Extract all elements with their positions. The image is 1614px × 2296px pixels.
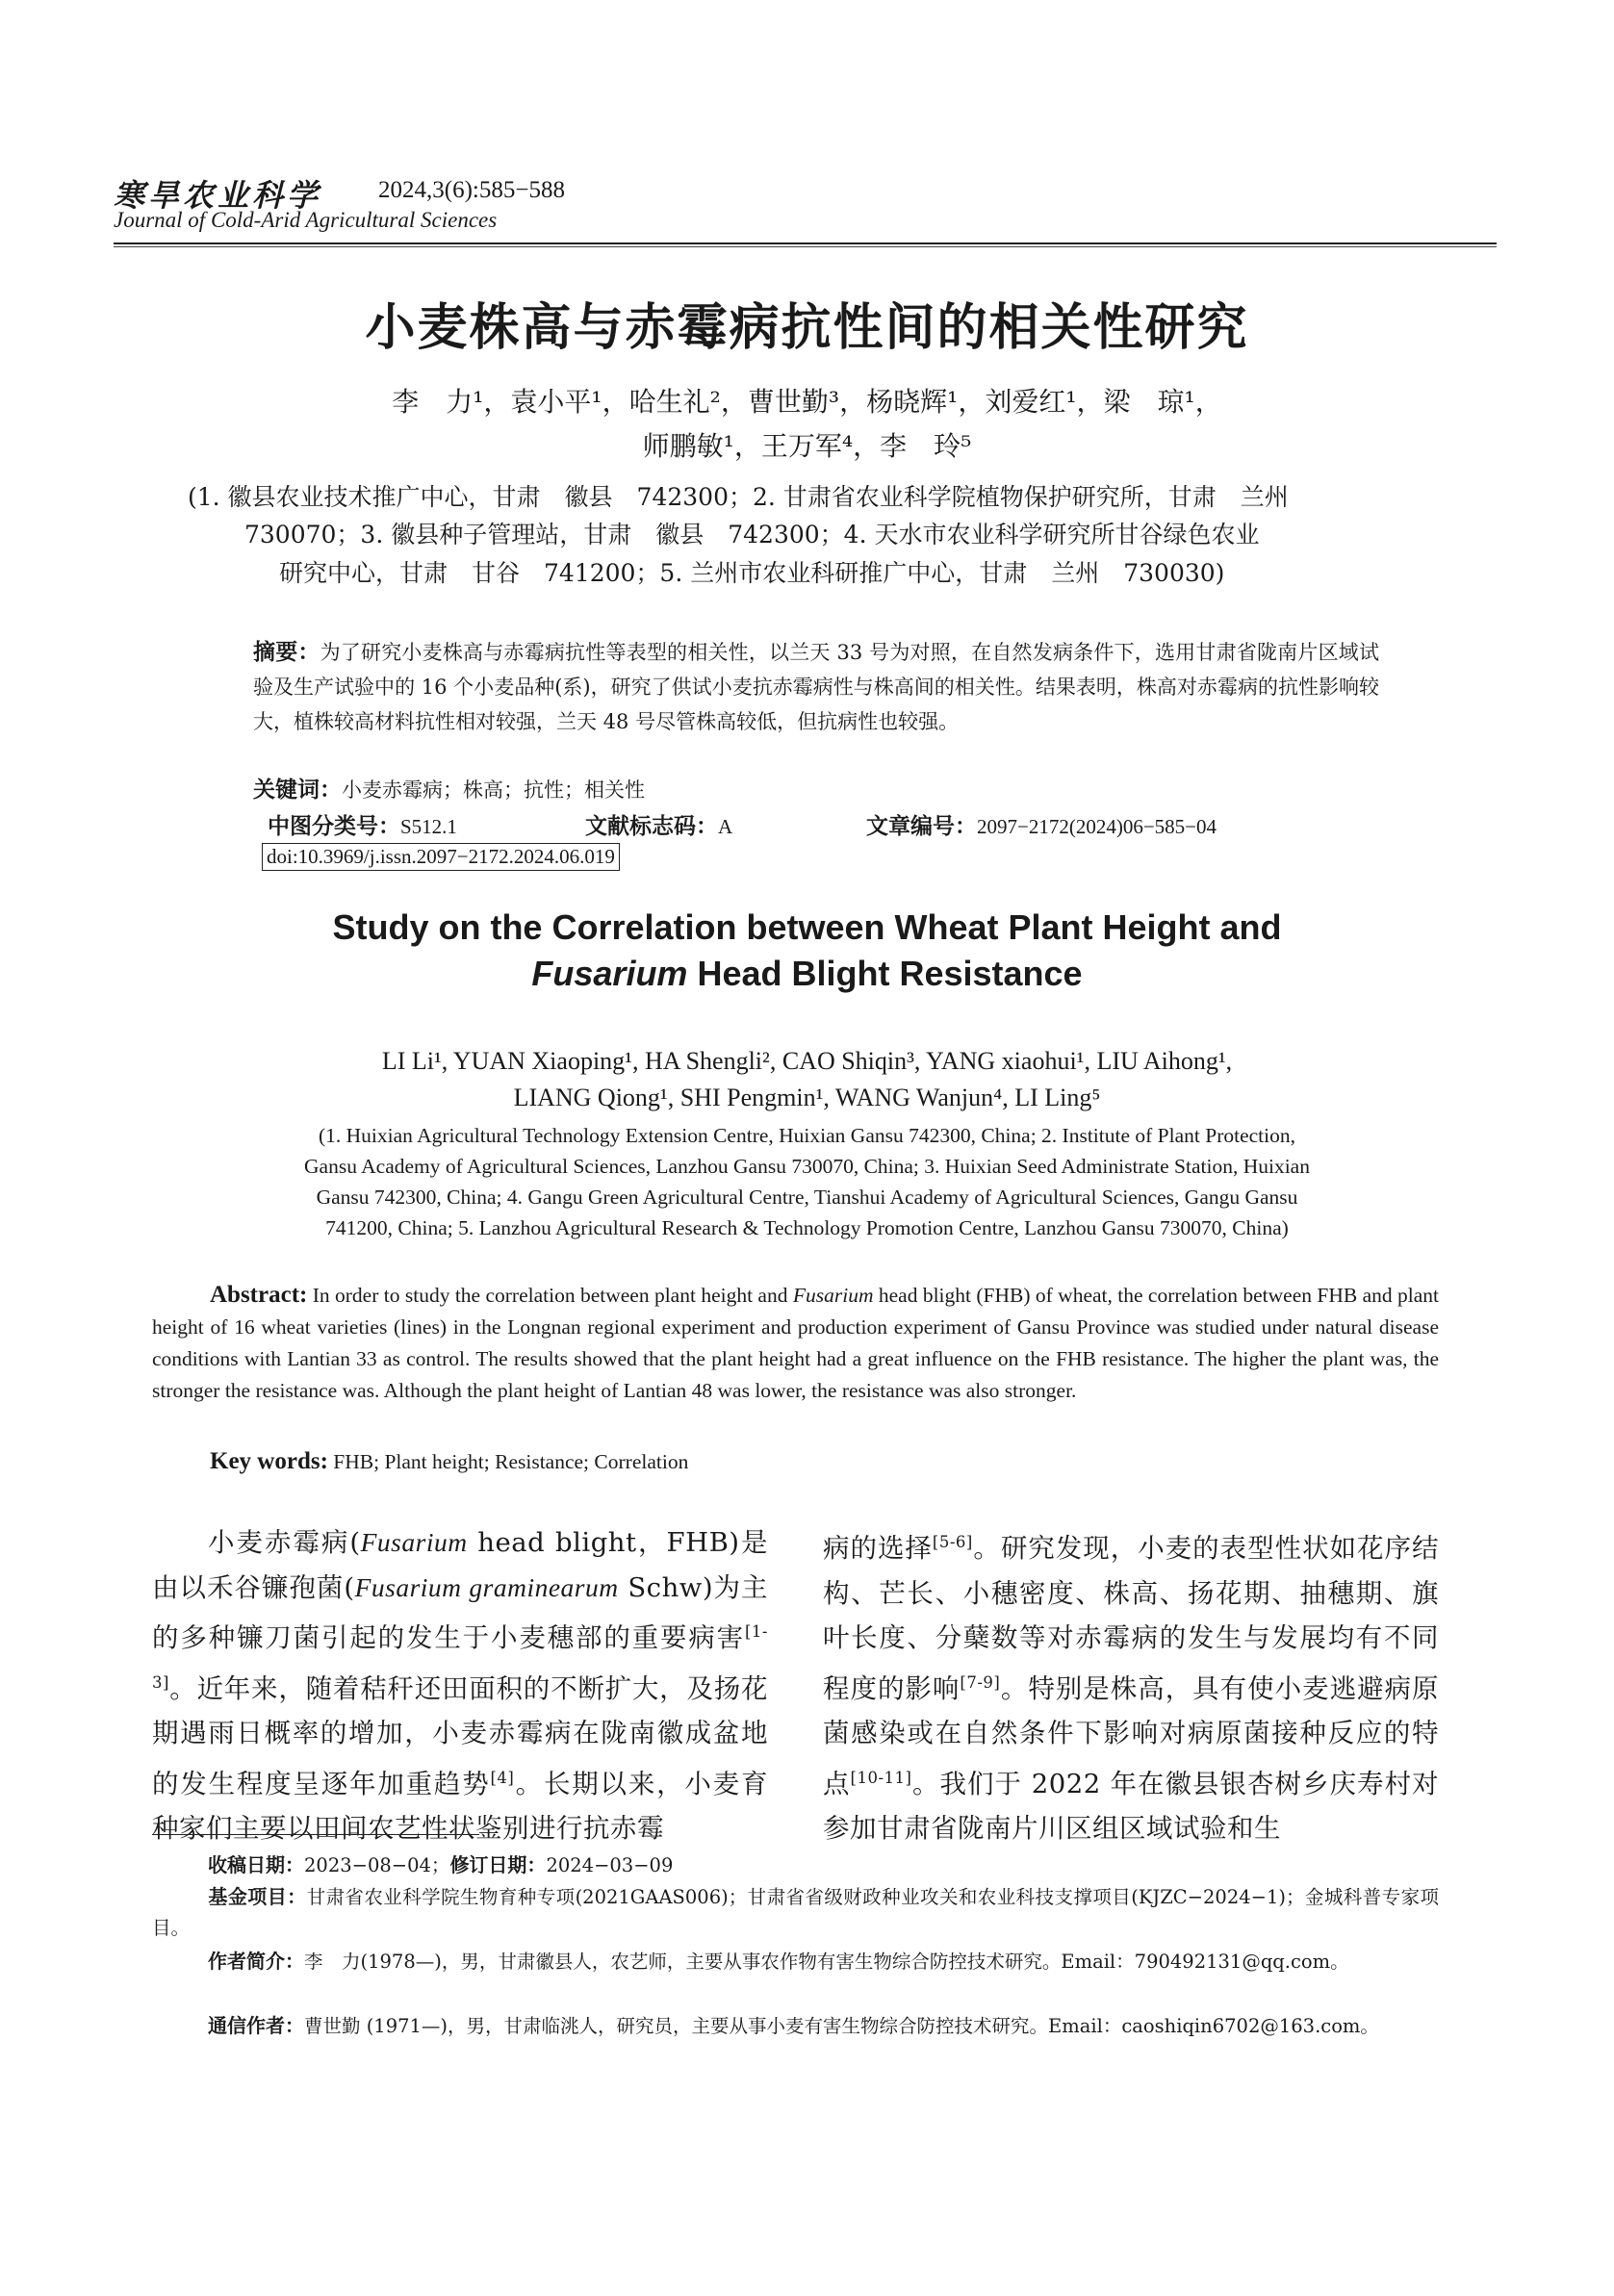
- article-number-value: 2097−2172(2024)06−585−04: [977, 815, 1217, 838]
- body-left-text: head blight，FHB)是由以禾谷镰孢菌(: [152, 1527, 768, 1603]
- clc-label: 中图分类号：: [268, 814, 400, 839]
- body-right-text: 病的选择: [823, 1533, 933, 1565]
- article-number: [866, 808, 1217, 840]
- journal-name-cn: 寒旱农业科学: [114, 177, 322, 214]
- affiliation-en: [0, 1120, 1614, 1243]
- affiliation-en-line2: Gansu Academy of Agricultural Sciences, Lanzhou Gansu 730070, China; 3. Huixian Seed Administrate Station, Huixian: [304, 1155, 1310, 1178]
- fund-text: 甘肃省农业科学院生物育种专项(2021GAAS006)；甘肃省省级财政种业攻关和农业科技支撑项目(KJZC−2024−1)；金城科普专家项目。: [152, 1886, 1439, 1939]
- affiliation-en-line1: (1. Huixian Agricultural Technology Extension Centre, Huixian Gansu 742300, China; 2. Institute of Plant Protection,: [318, 1124, 1295, 1147]
- authors-en: [0, 1043, 1614, 1116]
- authors-en-line2: LIANG Qiong¹, SHI Pengmin¹, WANG Wanjun⁴, LI Ling⁵: [513, 1084, 1101, 1111]
- document-code-value: A: [718, 815, 733, 838]
- keywords-cn: [253, 772, 645, 804]
- paper-title-en: [0, 905, 1614, 997]
- body-right-text: 。特别是株高，具有使小麦逃避病原菌感染或在自然条件下影响对病原菌接种反应的特点: [823, 1672, 1440, 1799]
- header-rule-thin: [114, 246, 1497, 247]
- abstract-cn: [253, 635, 1379, 739]
- authors-en-line1: LI Li¹, YUAN Xiaoping¹, HA Shengli², CAO Shiqin³, YANG xiaohui¹, LIU Aihong¹,: [381, 1047, 1233, 1075]
- keywords-cn-text: 小麦赤霉病；株高；抗性；相关性: [342, 778, 645, 802]
- affiliation-en-line3: Gansu 742300, China; 4. Gangu Green Agricultural Centre, Tianshui Academy of Agricultural Sciences, Gangu Gansu: [316, 1186, 1298, 1209]
- revised-date: 2024−03−09: [546, 1854, 674, 1876]
- authors-cn-line1: 李 力¹，袁小平¹，哈生礼²，曹世勤³，杨晓辉¹，刘爱红¹，梁 琼¹，: [392, 386, 1222, 418]
- footnote-corresponding: [152, 2010, 1439, 2042]
- citation-ref[interactable]: [10-11]: [850, 1768, 912, 1787]
- doi-link[interactable]: doi:10.3969/j.issn.2097−2172.2024.06.019: [262, 843, 620, 871]
- revised-label: 修订日期：: [449, 1853, 547, 1876]
- corresponding-text: 曹世勤 (1971—)，男，甘肃临洮人，研究员，主要从事小麦有害生物综合防控技术研究。Email：caoshiqin6702@163.com。: [304, 2015, 1379, 2037]
- paper-title-en-line2: [0, 951, 1614, 997]
- body-left-text: 小麦赤霉病(: [208, 1527, 361, 1558]
- document-code-label: 文献标志码：: [585, 814, 718, 839]
- citation-ref[interactable]: [4]: [490, 1768, 515, 1787]
- paper-title-en-line1: Study on the Correlation between Wheat Plant Height and: [332, 907, 1282, 947]
- body-column-left: [152, 1520, 768, 1851]
- citation-ref[interactable]: [7-9]: [960, 1672, 1001, 1692]
- affiliation-en-line4: 741200, China; 5. Lanzhou Agricultural Research & Technology Promotion Centre, Lanzhou Gansu 730070, China): [325, 1216, 1289, 1239]
- abstract-en-text1: In order to study the correlation between plant height and: [307, 1284, 793, 1307]
- paper-title-cn: 小麦株高与赤霉病抗性间的相关性研究: [365, 299, 1249, 357]
- body-column-right: [823, 1520, 1439, 1851]
- keywords-en-text: FHB; Plant height; Resistance; Correlation: [327, 1450, 689, 1473]
- body-left-italic: Fusarium graminearum: [354, 1571, 619, 1602]
- clc-number: [268, 808, 457, 840]
- abstract-en-text2: head blight (FHB) of wheat, the correlation between FHB and plant height of 16 wheat varieties (lines) in the Longnan regional experiment and production experiment of Gansu Province was studied under natural disease conditions with Lantian 33 as control. The results showed that the plant height had a great influence on the FHB resistance. The higher the plant was, the stronger the resistance was. Although the plant height of Lantian 48 was lower, the resistance was also stronger.: [152, 1284, 1439, 1402]
- title-en-italic: Fusarium: [531, 954, 688, 993]
- received-date: 2023−08−04；: [304, 1854, 450, 1876]
- body-right-text: 。研究发现，小麦的表型性状如花序结构、芒长、小穗密度、株高、扬花期、抽穗期、旗叶长度、分蘖数等对赤霉病的发生与发展均有不同程度的影响: [823, 1533, 1440, 1704]
- footnote-author: [152, 1946, 1439, 1977]
- affiliation-cn-line2: 730070；3. 徽县种子管理站，甘肃 徽县 742300；4. 天水市农业科学研究所甘谷绿色农业: [244, 521, 1260, 548]
- abstract-en-label: Abstract:: [210, 1282, 308, 1308]
- keywords-en-label: Key words:: [210, 1448, 328, 1474]
- document-code: [585, 808, 732, 840]
- received-label: 收稿日期：: [208, 1853, 304, 1876]
- article-number-label: 文章编号：: [866, 814, 977, 839]
- footnote-fund: [152, 1881, 1439, 1944]
- affiliation-cn-line3: 研究中心，甘肃 甘谷 741200；5. 兰州市农业科研推广中心，甘肃 兰州 730030): [279, 559, 1225, 587]
- abstract-en: [152, 1279, 1439, 1407]
- author-bio-text: 李 力(1978—)，男，甘肃徽县人，农艺师，主要从事农作物有害生物综合防控技术研究。Email：790492131@qq.com。: [304, 1951, 1349, 1973]
- title-en-rest: Head Blight Resistance: [687, 954, 1083, 993]
- keywords-cn-label: 关键词：: [253, 778, 342, 803]
- corresponding-label: 通信作者：: [208, 2014, 304, 2037]
- citation-ref[interactable]: [5-6]: [932, 1533, 973, 1551]
- abstract-en-italic: Fusarium: [792, 1284, 874, 1307]
- header-rule: [114, 242, 1497, 244]
- body-left-italic: Fusarium: [360, 1527, 468, 1557]
- keywords-en: [210, 1448, 688, 1475]
- body-left-text: 。长期以来，小麦育种家们主要以田间农艺性状鉴别进行抗赤霉: [152, 1768, 768, 1845]
- authors-cn-line2: 师鹏敏¹，王万军⁴，李 玲⁵: [642, 430, 972, 462]
- body-right-text: 。我们于 2022 年在徽县银杏树乡庆寿村对参加甘肃省陇南片川区组区域试验和生: [823, 1768, 1440, 1845]
- fund-label: 基金项目：: [208, 1885, 307, 1908]
- body-left-text: 。近年来，随着秸秆还田面积的不断扩大，及扬花期遇雨日概率的增加，小麦赤霉病在陇南徽成盆地的发生程度呈逐年加重趋势: [152, 1672, 768, 1799]
- affiliation-cn-line1: (1. 徽县农业技术推广中心，甘肃 徽县 742300；2. 甘肃省农业科学院植物保护研究所，甘肃 兰州: [188, 483, 1289, 511]
- journal-issue: 2024,3(6):585−588: [378, 177, 565, 203]
- clc-value: S512.1: [400, 815, 457, 838]
- body-left-text: Schw)为主的多种镰刀菌引起的发生于小麦穗部的重要病害: [152, 1571, 769, 1654]
- footnote-dates: [152, 1850, 1439, 1881]
- journal-name-en: Journal of Cold-Arid Agricultural Sciences: [114, 208, 498, 232]
- abstract-cn-label: 摘要：: [253, 640, 320, 665]
- abstract-cn-text: 为了研究小麦株高与赤霉病抗性等表型的相关性，以兰天 33 号为对照，在自然发病条件下，选用甘肃省陇南片区域试验及生产试验中的 16 个小麦品种(系)，研究了供试小麦抗赤霉病性与株高间的相关性。结果表明，株高对赤霉病的抗性影响较大，植株较高材料抗性相对较强，兰天 48 号尽管株高较低，但抗病性也较强。: [253, 641, 1379, 733]
- citation-ref[interactable]: [1-3]: [152, 1622, 768, 1692]
- footnote-rule: [152, 1834, 479, 1835]
- author-bio-label: 作者简介：: [208, 1950, 304, 1973]
